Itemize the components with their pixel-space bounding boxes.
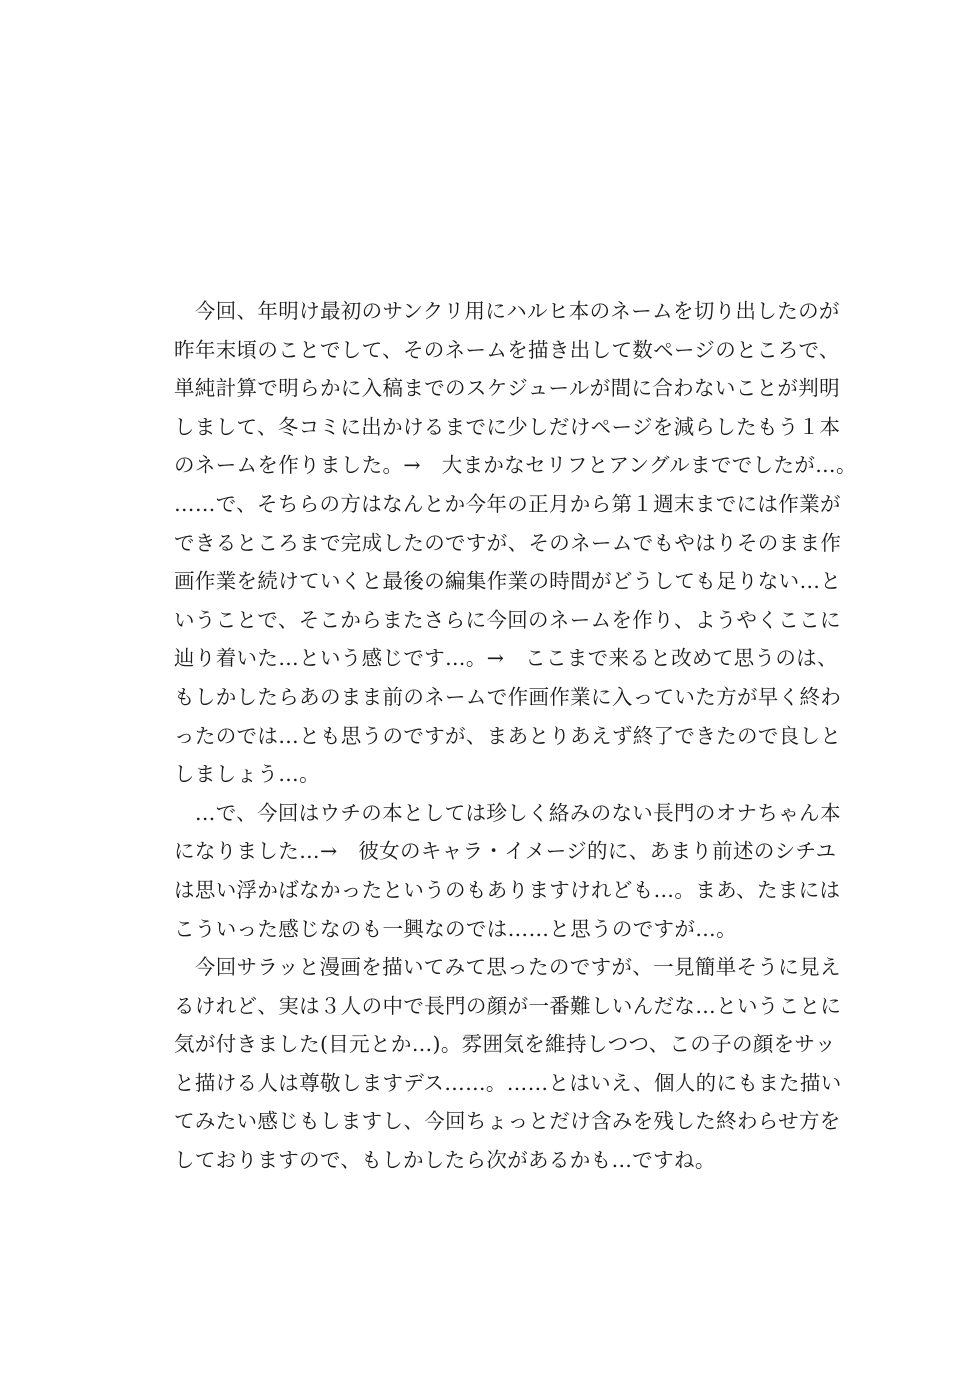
text-line: …で、今回はウチの本としては珍しく絡みのない長門のオナちゃん本 [174, 800, 841, 825]
text-line: ……で、そちらの方はなんとか今年の正月から第１週末までには作業が [174, 491, 841, 516]
text-line: 気が付きました(目元とか…)。雰囲気を維持しつつ、この子の顔をサッ [174, 1032, 836, 1057]
text-line: 今回サラッと漫画を描いてみて思ったのですが、一見簡単そうに見え [174, 955, 841, 980]
text-line: しましょう…。 [174, 762, 320, 787]
text-line: できるところまで完成したのですが、そのネームでもやはりそのまま作 [174, 530, 842, 555]
text-line: になりました…→ 彼女のキャラ・イメージ的に、あまり前述のシチユ [174, 839, 837, 864]
text-line: は思い浮かばなかったというのもありますけれども…。まあ、たまには [174, 877, 841, 902]
afterword-text [174, 292, 857, 1180]
text-line: こういった感じなのも一興なのでは……と思うのですが…。 [174, 916, 737, 941]
text-line: 今回、年明け最初のサンクリ用にハルヒ本のネームを切り出したのが [174, 299, 840, 323]
text-line: もしかしたらあのまま前のネームで作画作業に入っていた方が早く終わ [174, 684, 842, 709]
text-line: いうことで、そこからまたさらに今回のネームを作り、ようやくここに [174, 607, 841, 632]
text-line: しまして、冬コミに出かけるまでに少しだけページを減らしたもう１本 [174, 414, 841, 439]
text-line: てみたい感じもしますし、今回ちょっとだけ含みを残した終わらせ方を [174, 1109, 841, 1134]
text-line: 画作業を続けていくと最後の編集作業の時間がどうしても足りない…と [174, 569, 842, 594]
text-line: しておりますので、もしかしたら次があるかも…ですね。 [174, 1148, 716, 1173]
text-line: 辿り着いた…という感じです…。→ ここまで来ると改めて思うのは、 [174, 646, 838, 671]
text-line: のネームを作りました。→ 大まかなセリフとアングルまででしたが…。 [174, 453, 857, 478]
text-line: ったのでは…とも思うのですが、まあとりあえず終了できたので良しと [174, 723, 842, 748]
text-line: 単純計算で明らかに入稿までのスケジュールが間に合わないことが判明 [174, 376, 840, 401]
text-line: と描ける人は尊敬しますデス……。……とはいえ、個人的にもまた描い [174, 1070, 842, 1095]
text-line: るけれど、実は３人の中で長門の顔が一番難しいんだな…ということに [174, 993, 842, 1018]
text-line: 昨年末頃のことでして、そのネームを描き出して数ページのところで、 [174, 337, 840, 362]
